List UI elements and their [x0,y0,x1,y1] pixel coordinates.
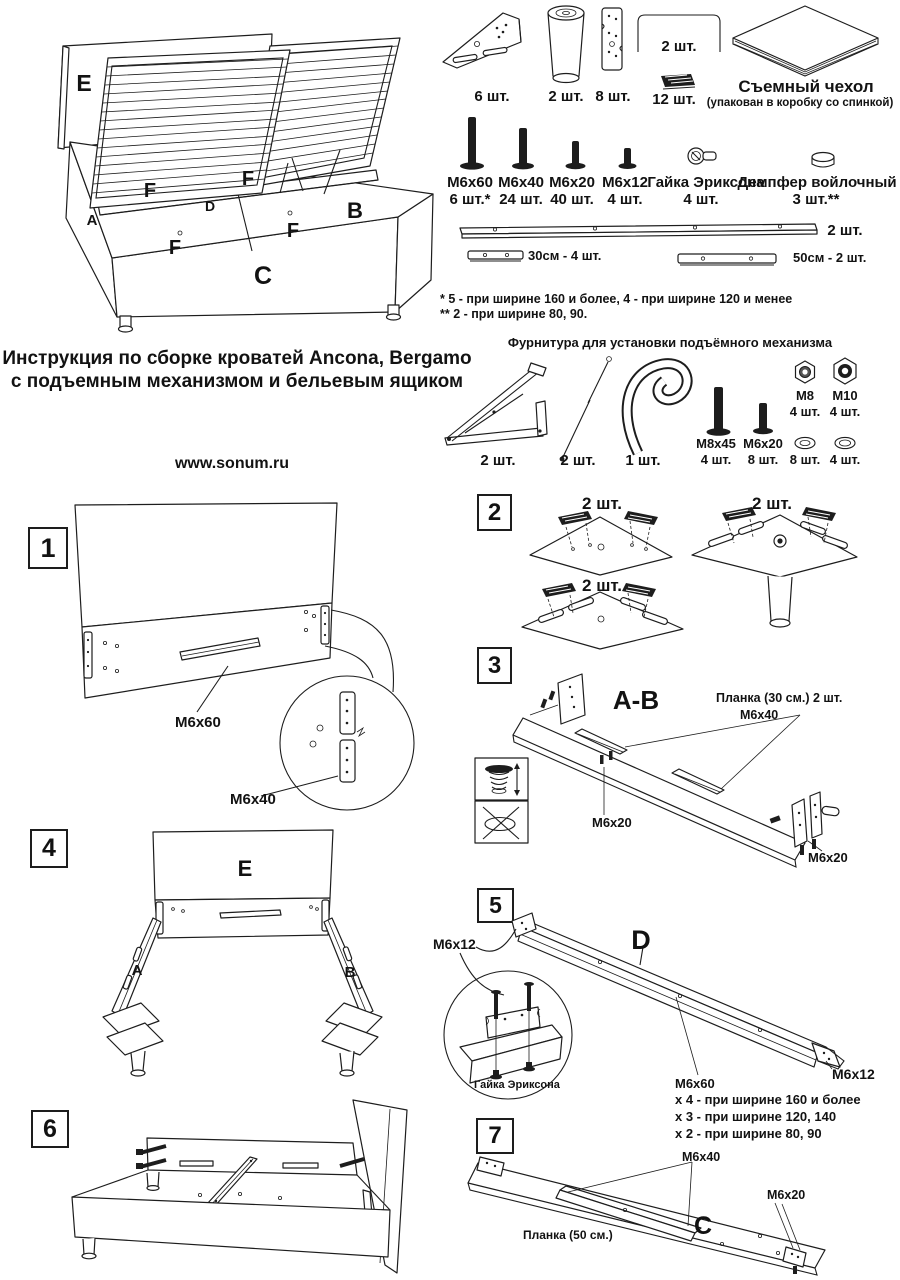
step-4-digit: 4 [42,834,56,862]
ubracket-qty: 2 шт. [661,38,697,55]
overview-label-f1: F [143,180,157,202]
side-rail-a-drawing [103,918,163,1076]
side-rail-b-drawing [322,918,382,1076]
step3-m6x40-label: M6x40 [740,708,779,722]
cover-note: (упакован в коробку со спинкой) [706,97,894,109]
overview-label-c: C [253,262,273,290]
lift-m8x45-name: M8x45 [696,436,736,451]
step-7-illustration [460,1148,890,1280]
erikson-nut-correct-inset [475,758,528,800]
step-7-digit: 7 [488,1122,502,1149]
overview-label-a: A [86,212,98,229]
plank-long-icon [460,224,817,238]
step7-m6x40-label: M6x40 [682,1150,721,1164]
screw-name-m6x40: M6x40 [498,174,544,191]
damper-name: Демпфер войлочный [737,174,897,191]
plank-30cm-icon [468,251,523,261]
step-2-digit: 2 [487,498,502,526]
erikson-nut-qty: 4 шт. [683,191,719,208]
step-2-illustration [470,485,900,650]
bracket-qty: 6 шт. [474,88,510,105]
mount-strip-icon [602,8,622,70]
screw-qty-m6x40: 24 шт. [499,191,543,208]
lift-m6x20-qty: 8 шт. [747,452,779,467]
screw-name-m6x60: M6x60 [447,174,493,191]
step5-label-d: D [631,925,651,955]
step2-qty-2: 2 шт. [752,494,792,513]
lift-mech-qty: 2 шт. [480,452,516,469]
lift-washer-small-qty: 4 шт. [829,452,861,467]
erikson-nut-wrong-inset [475,801,528,843]
erikson-nut-icon [688,148,716,164]
step3-m6x20-left-label: M6x20 [592,815,632,830]
strip-qty: 8 шт. [595,88,631,105]
step-5-illustration [430,885,890,1100]
step4-label-e: E [237,856,253,881]
step3-plank-label: Планка (30 см.) 2 шт. [716,691,843,705]
step5-note-1: x 4 - при ширине 160 и более [675,1092,861,1107]
overview-label-f3: F [168,237,182,259]
step5-nut-label: Гайка Эриксона [474,1079,560,1091]
lift-strap-qty: 1 шт. [625,452,661,469]
step7-label-c: C [693,1212,713,1240]
step5-note-2: x 3 - при ширине 120, 140 [675,1109,837,1124]
lift-washer-big-qty: 8 шт. [789,452,821,467]
website-link: www.sonum.ru [174,455,290,472]
step4-label-a: A [131,962,143,979]
lift-mechanism-icon [445,363,547,445]
step-4-number [30,829,68,868]
plank-30-label: 30см - 4 шт. [528,248,602,263]
step4-label-b: B [344,964,356,981]
step-1-digit: 1 [40,532,56,563]
step-6-digit: 6 [43,1114,57,1143]
washer-small-icon [835,437,855,448]
nut-m10-icon [834,358,856,384]
screw-m6x12-icon [619,148,637,169]
lift-m8x45-qty: 4 шт. [700,452,732,467]
gas-strut-icon [560,357,612,462]
plank-50cm-icon [678,254,776,265]
bracket-assembly-2 [692,507,857,627]
erikson-nut-name: Гайка Эриксона [647,174,765,191]
step7-m6x20-label: M6x20 [767,1188,806,1202]
bed-leg-icon [548,6,584,83]
step3-m6x20-right-label: M6x20 [808,850,848,865]
step3-title-ab: A-B [612,685,660,715]
page-title-line1: Инструкция по сборке кроватей Ancona, Bergamo [2,348,472,369]
damper-qty: 3 шт.** [792,191,840,208]
screw-qty-m6x60: 6 шт.* [449,191,491,208]
step-6-illustration [50,1095,430,1280]
footnote-1: * 5 - при ширине 160 и более, 4 - при ширине 120 и менее [440,292,793,306]
step5-m6x60-note: M6x60 [675,1076,715,1091]
screw-m6x40-icon [512,128,534,169]
lift-m6x20-name: M6x20 [743,436,783,451]
corner-bracket-icon [443,13,521,68]
step5-m6x12-left-label: M6x12 [433,936,476,952]
felt-pad-icon [661,74,695,89]
screw-m6x20-icon [566,141,586,169]
overview-label-d: D [204,198,216,214]
pad-qty: 12 шт. [652,91,696,108]
step-4-illustration [95,825,445,1080]
step5-note-3: x 2 - при ширине 80, 90 [675,1126,822,1141]
lift-strut-qty: 2 шт. [560,452,596,469]
step5-detail-inset [460,982,562,1083]
step1-m6x40-label: M6x40 [230,791,276,808]
step2-qty-1: 2 шт. [582,494,622,513]
step7-plank-label: Планка (50 см.) [523,1228,613,1242]
step5-m6x12-right-label: M6x12 [832,1066,875,1082]
overview-label-f2: F [241,168,255,190]
footnote-2: ** 2 - при ширине 80, 90. [440,307,588,321]
washer-big-icon [795,437,815,448]
screw-name-m6x12: M6x12 [602,174,648,191]
overview-label-b: B [347,198,363,223]
plank-long-qty: 2 шт. [827,222,863,239]
slat-panel-left-drawing [90,50,290,208]
step-5-digit: 5 [489,892,502,918]
cover-icon [733,6,878,76]
step1-m6x60-label: M6x60 [175,714,221,731]
page-title-line2: с подъемным механизмом и бельевым ящиком [10,371,464,392]
leg-qty: 2 шт. [548,88,584,105]
screw-m6x60-icon [460,117,484,170]
screw-qty-m6x20: 40 шт. [550,191,594,208]
lift-m10-name: M10 [832,388,858,403]
strap-icon [627,364,687,453]
lift-hardware-header: Фурнитура для установки подъёмного механизма [507,335,833,350]
step-1-illustration [25,480,455,815]
screw-m8x45-icon [707,387,731,436]
screw-m6x20-lift-icon [753,403,773,434]
step-3-digit: 3 [487,651,502,679]
overview-label-f4: F [286,220,300,242]
lift-m8-qty: 4 шт. [789,404,821,419]
overview-label-e: E [76,70,92,96]
lift-m8-name: M8 [795,388,815,403]
felt-damper-icon [812,153,834,168]
plank-50-label: 50см - 2 шт. [793,250,867,265]
lift-m10-qty: 4 шт. [829,404,861,419]
step2-qty-3: 2 шт. [582,576,622,595]
screw-qty-m6x12: 4 шт. [607,191,643,208]
bracket-assembly-1 [530,511,672,575]
nut-m8-icon [796,361,815,383]
cover-title: Съемный чехол [738,77,874,96]
screw-name-m6x20: M6x20 [549,174,595,191]
